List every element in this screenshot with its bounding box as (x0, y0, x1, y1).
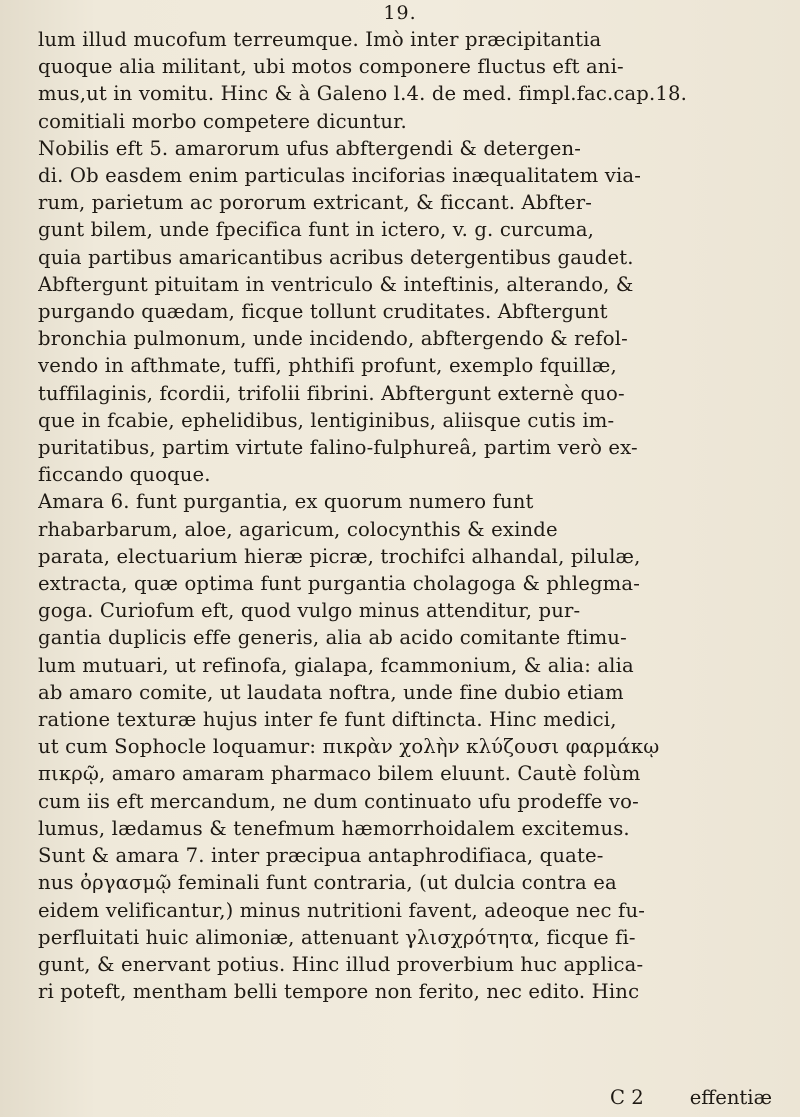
text-line: quia partibus amaricantibus acribus detergentibus gaudet. (38, 245, 634, 269)
text-line: goga. Curiofum eft, quod vulgo minus attenditur, pur- (38, 599, 581, 623)
text-line: rhabarbarum, aloe, agaricum, colocynthis & exinde (38, 517, 558, 541)
text-line: gunt bilem, unde fpecifica funt in ictero, v. g. curcuma, (38, 218, 595, 242)
text-line: Sunt & amara 7. inter præcipua antaphrodifiaca, quate- (38, 844, 604, 868)
text-line: extracta, quæ optima funt purgantia cholagoga & phlegma- (38, 572, 640, 596)
text-line: lumus, lædamus & tenefmum hæmorrhoidalem excitemus. (38, 816, 630, 840)
text-line: purgando quædam, ficque tollunt cruditates. Abftergunt (38, 300, 608, 324)
text-line: rum, parietum ac pororum extricant, & ficcant. Abfter- (38, 191, 592, 215)
text-line: di. Ob easdem enim particulas inciforias inæqualitatem via- (38, 164, 641, 188)
text-line: nus ὀργασμῷ feminali funt contraria, (ut dulcia contra ea (38, 871, 617, 895)
page-number: 19. (383, 2, 417, 24)
text-line: parata, electuarium hieræ picræ, trochifci alhandal, pilulæ, (38, 544, 641, 568)
text-line: comitiali morbo competere dicuntur. (38, 109, 407, 133)
text-line: tuffilaginis, fcordii, trifolii fibrini. Abftergunt externè quo- (38, 381, 625, 405)
text-line: perfluitati huic alimoniæ, attenuant γλισχρότητα, ficque fi- (38, 925, 636, 949)
catchword: effentiæ (689, 1086, 772, 1109)
text-line: gantia duplicis effe generis, alia ab acido comitante ftimu- (38, 626, 627, 650)
text-line: mus,ut in vomitu. Hinc & à Galeno l.4. de med. fimpl.fac.cap.18. (38, 82, 687, 106)
body-text (38, 26, 780, 1005)
text-line: Abftergunt pituitam in ventriculo & inteftinis, alterando, & (38, 272, 634, 296)
text-line: quoque alia militant, ubi motos componere fluctus eft ani- (38, 55, 624, 79)
page-footer (38, 1086, 780, 1114)
text-line: ab amaro comite, ut laudata noftra, unde fine dubio etiam (38, 680, 624, 704)
text-line: cum iis eft mercandum, ne dum continuato ufu prodeffe vo- (38, 789, 639, 813)
text-line: lum illud mucofum terreumque. Imò inter præcipitantia (38, 28, 602, 51)
text-line: vendo in afthmate, tuffi, phthifi profunt, exemplo fquillæ, (38, 354, 617, 378)
text-line: eidem velificantur,) minus nutritioni favent, adeoque nec fu- (38, 898, 645, 922)
text-line: gunt, & enervant potius. Hinc illud proverbium huc applica- (38, 952, 644, 976)
text-line: ut cum Sophocle loquamur: πικρὰν χολὴν κλύζουσι φαρμάκῳ (38, 735, 660, 759)
text-line: Amara 6. funt purgantia, ex quorum numero funt (38, 490, 534, 514)
text-line: ri poteft, mentham belli tempore non ferito, nec edito. Hinc (38, 980, 640, 1004)
text-line: que in fcabie, ephelidibus, lentiginibus, aliisque cutis im- (38, 408, 615, 432)
signature-mark: C 2 (610, 1086, 644, 1109)
text-line: puritatibus, partim virtute falino-fulphureâ, partim verò ex- (38, 436, 638, 460)
text-line: ficcando quoque. (38, 463, 211, 487)
text-line: ratione texturæ hujus inter fe funt diftincta. Hinc medici, (38, 708, 617, 732)
text-line: πικρῷ, amaro amaram pharmaco bilem eluunt. Cautè folùm (38, 762, 641, 786)
text-line: bronchia pulmonum, unde incidendo, abftergendo & refol- (38, 327, 628, 351)
text-line: lum mutuari, ut refinofa, gialapa, fcammonium, & alia: alia (38, 653, 634, 677)
text-line: Nobilis eft 5. amarorum ufus abftergendi & detergen- (38, 136, 582, 160)
